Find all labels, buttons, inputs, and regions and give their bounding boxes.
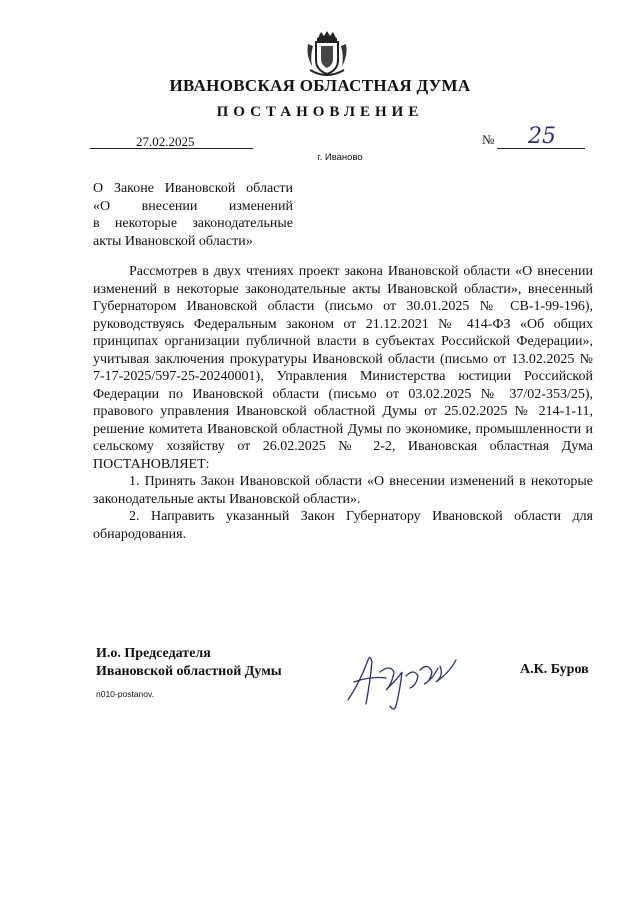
signatory-title-line: И.о. Председателя (96, 646, 211, 661)
city-label: г. Иваново (317, 152, 363, 163)
document-date: 27.02.2025 (136, 134, 195, 149)
signatory-title-line: Ивановской областной Думы (96, 664, 282, 679)
resolution-item-2: 2. Направить указанный Закон Губернатору Ивановской области для обнародования. (93, 509, 593, 542)
coat-of-arms-icon (304, 30, 350, 78)
number-sign: № (482, 132, 495, 147)
signatory-name: А.К. Буров (520, 662, 589, 677)
preamble-paragraph: Рассмотрев в двух чтениях проект закона Ивановской области «О внесении изменений в некоторые законодательные акты Ивановской области», внесенный Губернатором Ивановской области (письмо от 30.01.2025 № СВ-1-99-196), руководствуясь Федеральным законом от 21.12.2021 № 414-ФЗ «Об общих принципах организации публичной власти в субъектах Российской Федерации», учитывая заключения прокуратуры Ивановской области (письмо от 13.02.2025 № 7-17-2025/597-25-20240001), Управления Министерства юстиции Российской Федерации по Ивановской области (письмо от 03.02.2025 № 37/02-353/25), правового управления Ивановской областной Думы от 25.02.2025 № 214-1-11, решение комитета Ивановской областной Думы по экономике, промышленности и сельскому хозяйству от 26.02.2025 № 2-2, Ивановская областная Дума ПОСТАНОВЛЯЕТ: (93, 264, 593, 472)
document-type: ПОСТАНОВЛЕНИЕ (216, 104, 424, 120)
organization-title: ИВАНОВСКАЯ ОБЛАСТНАЯ ДУМА (169, 76, 471, 95)
number-underline (497, 148, 585, 149)
subject-line: «О внесении изменений (93, 198, 293, 214)
file-reference: n010-postanov. (96, 689, 154, 699)
document-subject (93, 180, 293, 250)
handwritten-signature (340, 642, 460, 714)
resolution-item-1: 1. Принять Закон Ивановской области «О внесении изменений в некоторые законодательные акты Ивановской области». (93, 474, 593, 507)
subject-line: акты Ивановской области» (93, 233, 253, 249)
date-underline (90, 148, 253, 149)
subject-line: в некоторые законодательные (93, 216, 293, 231)
document-body (93, 263, 593, 543)
subject-line: О Законе Ивановской области (93, 181, 293, 196)
signatory-title (96, 645, 282, 681)
document-number: 25 (528, 124, 556, 149)
